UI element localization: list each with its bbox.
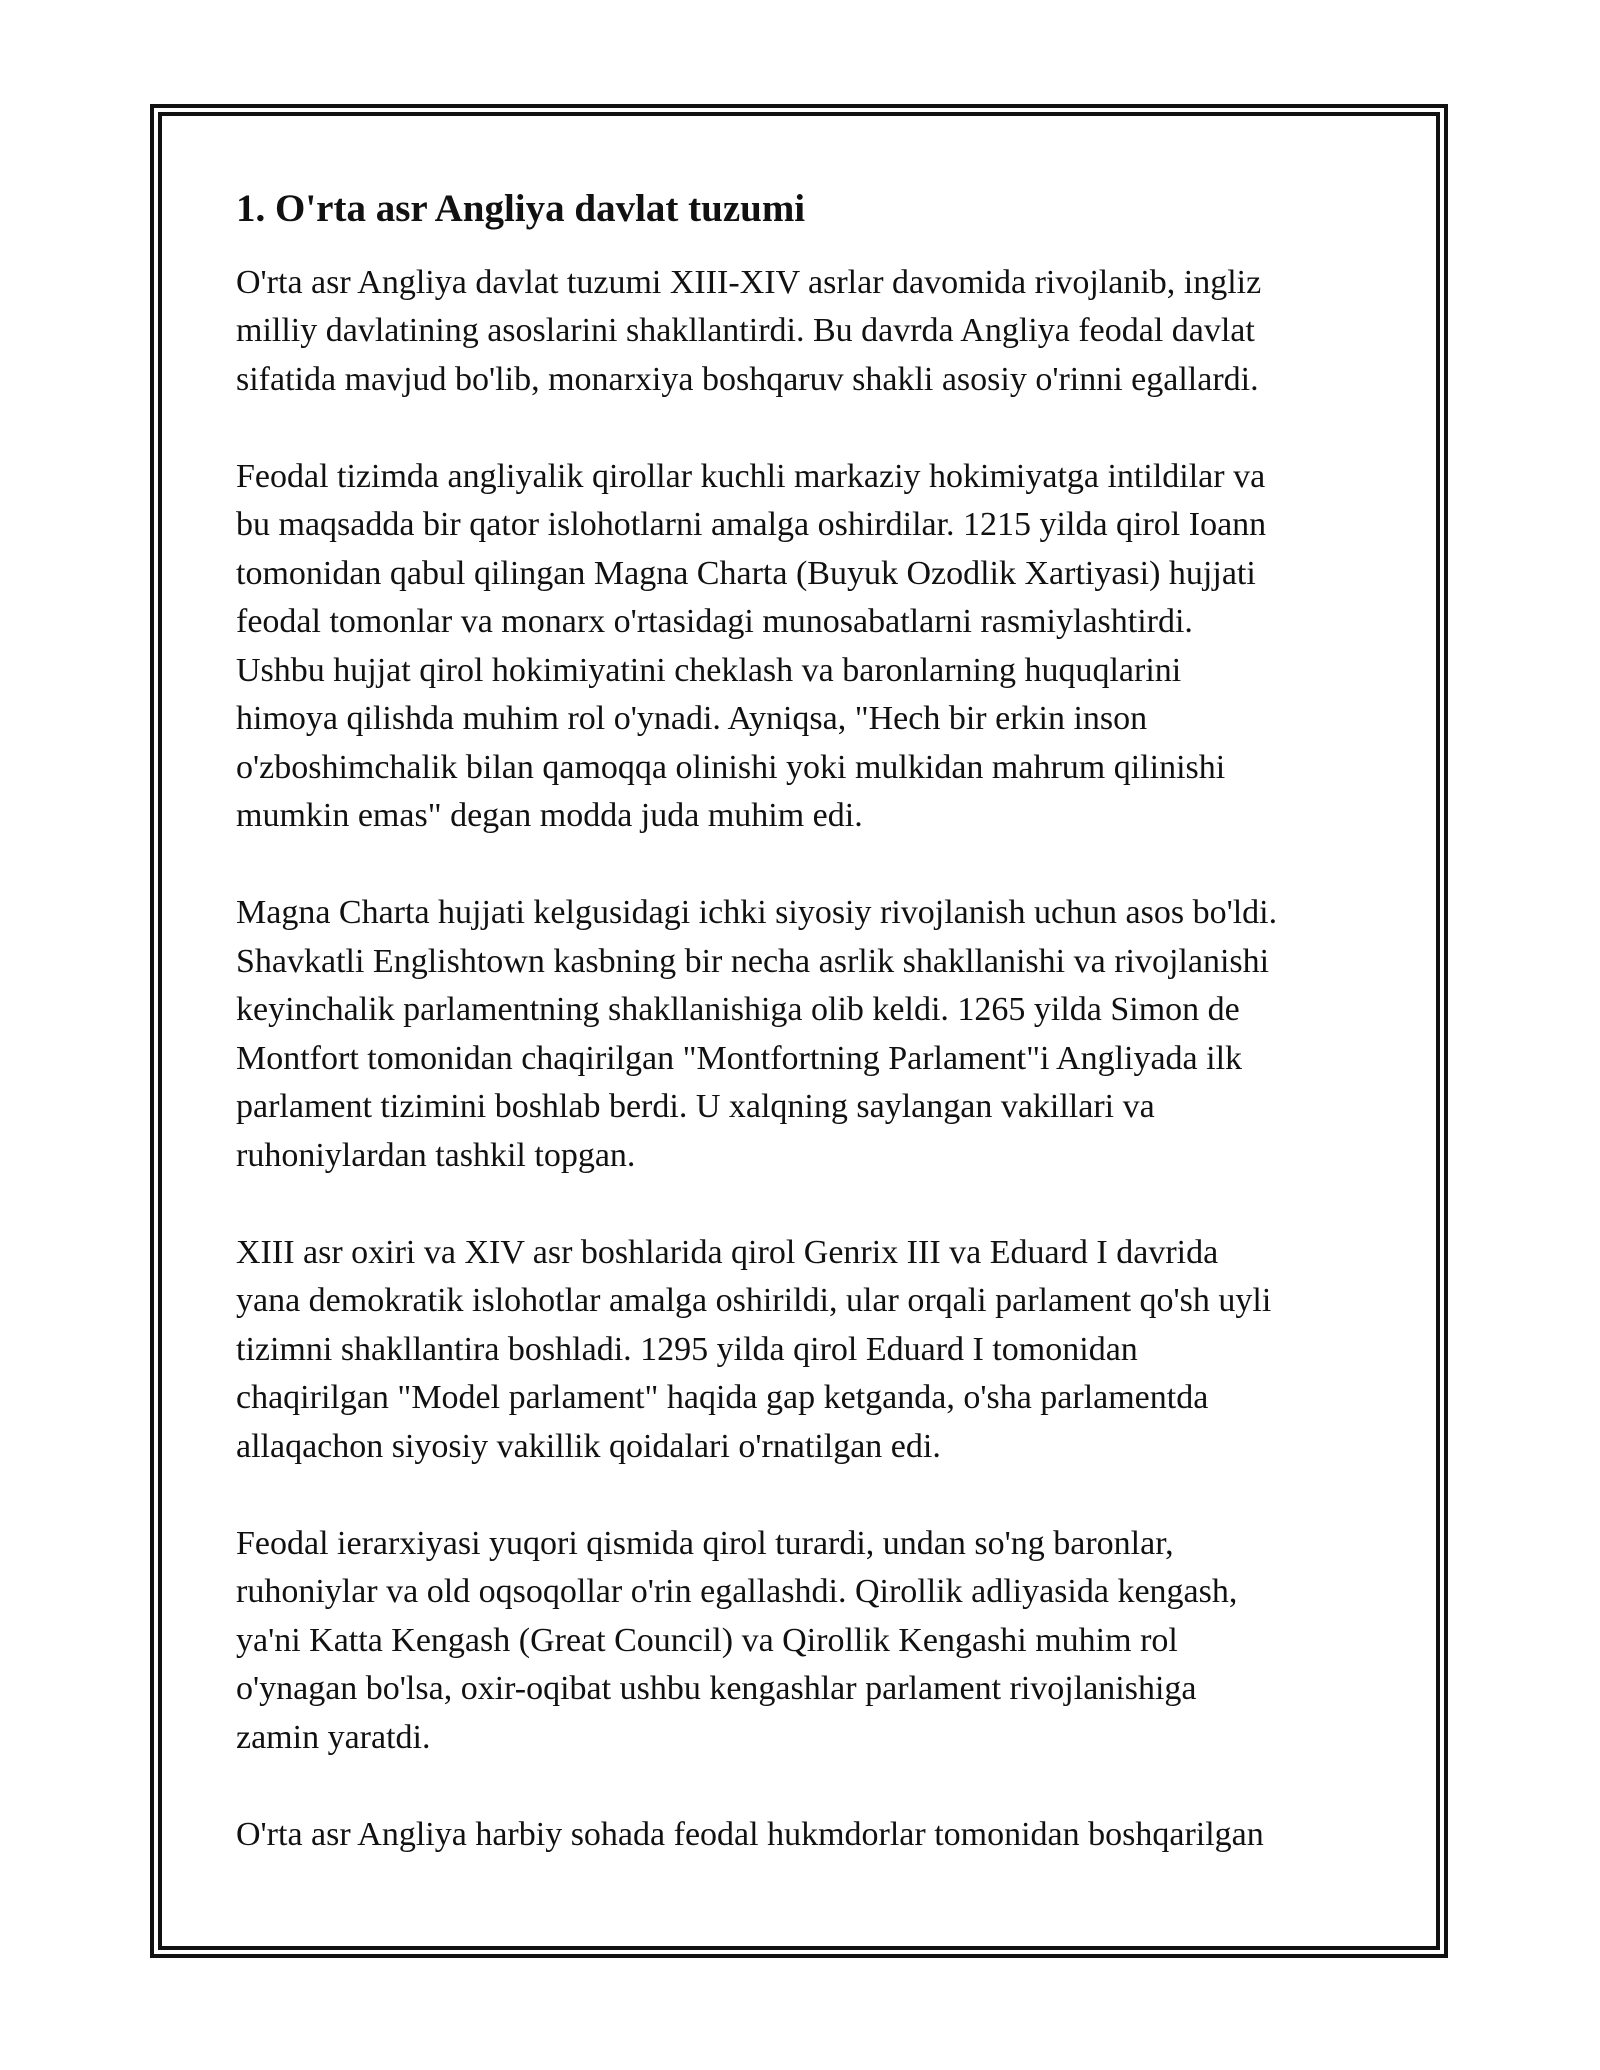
paragraph-5: [236, 1520, 1386, 1763]
paragraph-line: tizimni shakllantira boshladi. 1295 yilda qirol Eduard I tomonidan: [236, 1330, 1138, 1368]
paragraph-line: bu maqsadda bir qator islohotlarni amalga oshirdilar. 1215 yilda qirol Ioann: [236, 506, 1267, 544]
paragraph-line: keyinchalik parlamentning shakllanishiga olib keldi. 1265 yilda Simon de: [236, 991, 1240, 1029]
paragraph-line: zamin yaratdi.: [236, 1718, 431, 1756]
paragraph-line: Montfort tomonidan chaqirilgan "Montfortning Parlament"i Angliyada ilk: [236, 1039, 1243, 1077]
paragraph-line: parlament tizimini boshlab berdi. U xalqning saylangan vakillari va: [236, 1088, 1155, 1126]
paragraph-2: [236, 453, 1386, 841]
paragraph-line: O'rta asr Angliya davlat tuzumi XIII-XIV asrlar davomida rivojlanib, ingliz: [236, 263, 1262, 301]
paragraph-4: [236, 1229, 1386, 1472]
paragraph-line: sifatida mavjud bo'lib, monarxiya boshqaruv shakli asosiy o'rinni egallardi.: [236, 360, 1259, 398]
paragraph-line: himoya qilishda muhim rol o'ynadi. Ayniqsa, "Hech bir erkin inson: [236, 700, 1148, 738]
paragraph-6: [236, 1811, 1386, 1860]
paragraph-line: yana demokratik islohotlar amalga oshirildi, ular orqali parlament qo'sh uyli: [236, 1282, 1272, 1320]
paragraph-line: Feodal ierarxiyasi yuqori qismida qirol turardi, undan so'ng baronlar,: [236, 1524, 1174, 1562]
paragraph-line: Shavkatli Englishtown kasbning bir necha asrlik shakllanishi va rivojlanishi: [236, 942, 1270, 980]
paragraph-line: Feodal tizimda angliyalik qirollar kuchli markaziy hokimiyatga intildilar va: [236, 457, 1266, 495]
document-body: [236, 186, 1386, 1908]
paragraph-line: milliy davlatining asoslarini shakllantirdi. Bu davrda Angliya feodal davlat: [236, 312, 1255, 350]
paragraph-line: Magna Charta hujjati kelgusidagi ichki siyosiy rivojlanish uchun asos bo'ldi.: [236, 894, 1278, 932]
paragraph-line: allaqachon siyosiy vakillik qoidalari o'rnatilgan edi.: [236, 1427, 941, 1465]
paragraph-line: ruhoniylardan tashkil topgan.: [236, 1136, 636, 1174]
paragraph-line: Ushbu hujjat qirol hokimiyatini cheklash va baronlarning huquqlarini: [236, 651, 1182, 689]
paragraph-line: tomonidan qabul qilingan Magna Charta (Buyuk Ozodlik Xartiyasi) hujjati: [236, 554, 1256, 592]
paragraph-3: [236, 889, 1386, 1180]
paragraph-line: mumkin emas" degan modda juda muhim edi.: [236, 797, 863, 835]
paragraph-line: o'ynagan bo'lsa, oxir-oqibat ushbu kengashlar parlament rivojlanishiga: [236, 1670, 1197, 1708]
paragraph-line: XIII asr oxiri va XIV asr boshlarida qirol Genrix III va Eduard I davrida: [236, 1233, 1219, 1271]
paragraph-line: o'zboshimchalik bilan qamoqqa olinishi yoki mulkidan mahrum qilinishi: [236, 748, 1226, 786]
paragraph-line: chaqirilgan "Model parlament" haqida gap ketganda, o'sha parlamentda: [236, 1379, 1209, 1417]
paragraph-line: O'rta asr Angliya harbiy sohada feodal hukmdorlar tomonidan boshqarilgan: [236, 1815, 1264, 1853]
paragraph-1: [236, 259, 1386, 405]
paragraph-line: ya'ni Katta Kengash (Great Council) va Qirollik Kengashi muhim rol: [236, 1621, 1178, 1659]
paragraph-line: ruhoniylar va old oqsoqollar o'rin egallashdi. Qirollik adliyasida kengash,: [236, 1573, 1238, 1611]
paragraph-line: feodal tomonlar va monarx o'rtasidagi munosabatlarni rasmiylashtirdi.: [236, 603, 1193, 641]
section-heading: 1. O'rta asr Angliya davlat tuzumi: [236, 187, 806, 230]
